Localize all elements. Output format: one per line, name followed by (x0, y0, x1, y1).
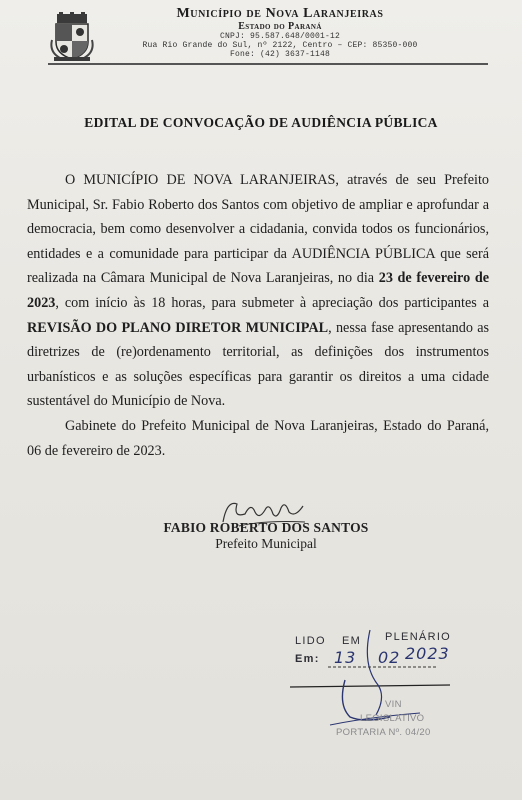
stamp-signer: VIN (385, 699, 402, 710)
state-name: Estado do Paraná (238, 21, 322, 32)
document-body (27, 168, 489, 463)
plenary-stamp (290, 625, 460, 745)
paragraph-announcement (27, 168, 489, 414)
stamp-year: 2023 (405, 644, 450, 663)
event-date: 23 de fevereiro de 2023 (27, 270, 490, 311)
stamp-department: LEGISLATIVO (360, 713, 425, 724)
stamp-portaria: PORTARIA Nº. 04/20 (336, 727, 431, 738)
document-title: EDITAL DE CONVOCAÇÃO DE AUDIÊNCIA PÚBLICA (84, 115, 438, 130)
stamp-lido: LIDO (295, 635, 326, 647)
event-subject: REVISÃO DO PLANO DIRETOR MUNICIPAL (27, 319, 329, 336)
signature-block (0, 520, 522, 552)
paragraph-text: O MUNICÍPIO DE NOVA LARANJEIRAS, através de seu Prefeito Municipal, Sr. Fabio Roberto dos Santos com objetivo de ampliar e aprofundar a democracia, bem como desenvolver a cidadania, convida todos os funcionários, entidades e a comunidade para participar da AUDIÊNCIA PÚBLICA que será realizada na Câmara Municipal de Nova Laranjeiras, no dia (27, 172, 489, 287)
stamp-day: 13 (334, 648, 357, 667)
header-divider (48, 63, 488, 65)
letterhead (120, 6, 440, 59)
signer-role: Prefeito Municipal (215, 536, 317, 551)
stamp-em: EM (342, 635, 362, 647)
paragraph-text: , com início às 18 horas, para submeter à apreciação dos participantes a (55, 294, 489, 311)
stamp-month: 02 (378, 648, 401, 667)
signer-name: FABIO ROBERTO DOS SANTOS (163, 520, 369, 535)
address-line: Rua Rio Grande do Sul, nº 2122, Centro – CEP: 85350-000 (142, 41, 418, 50)
municipality-name: Município de Nova Laranjeiras (176, 6, 384, 21)
cnpj-line: CNPJ: 95.587.648/0001-12 (219, 32, 341, 41)
coat-of-arms-icon (50, 12, 94, 62)
paragraph-closing: Gabinete do Prefeito Municipal de Nova Laranjeiras, Estado do Paraná, 06 de fevereiro de 2023. (27, 417, 489, 459)
stamp-em-label: Em: (295, 653, 320, 665)
stamp-plenario: PLENÁRIO (385, 631, 452, 643)
paragraph-text: , nessa fase apresentando as diretrizes de (re)ordenamento territorial, as definições dos instrumentos urbanísticos e as soluções específicas para garantir os direitos a uma cidade sustentável do Município de Nova. (27, 319, 490, 410)
phone-line: Fone: (42) 3637-1148 (229, 50, 330, 59)
